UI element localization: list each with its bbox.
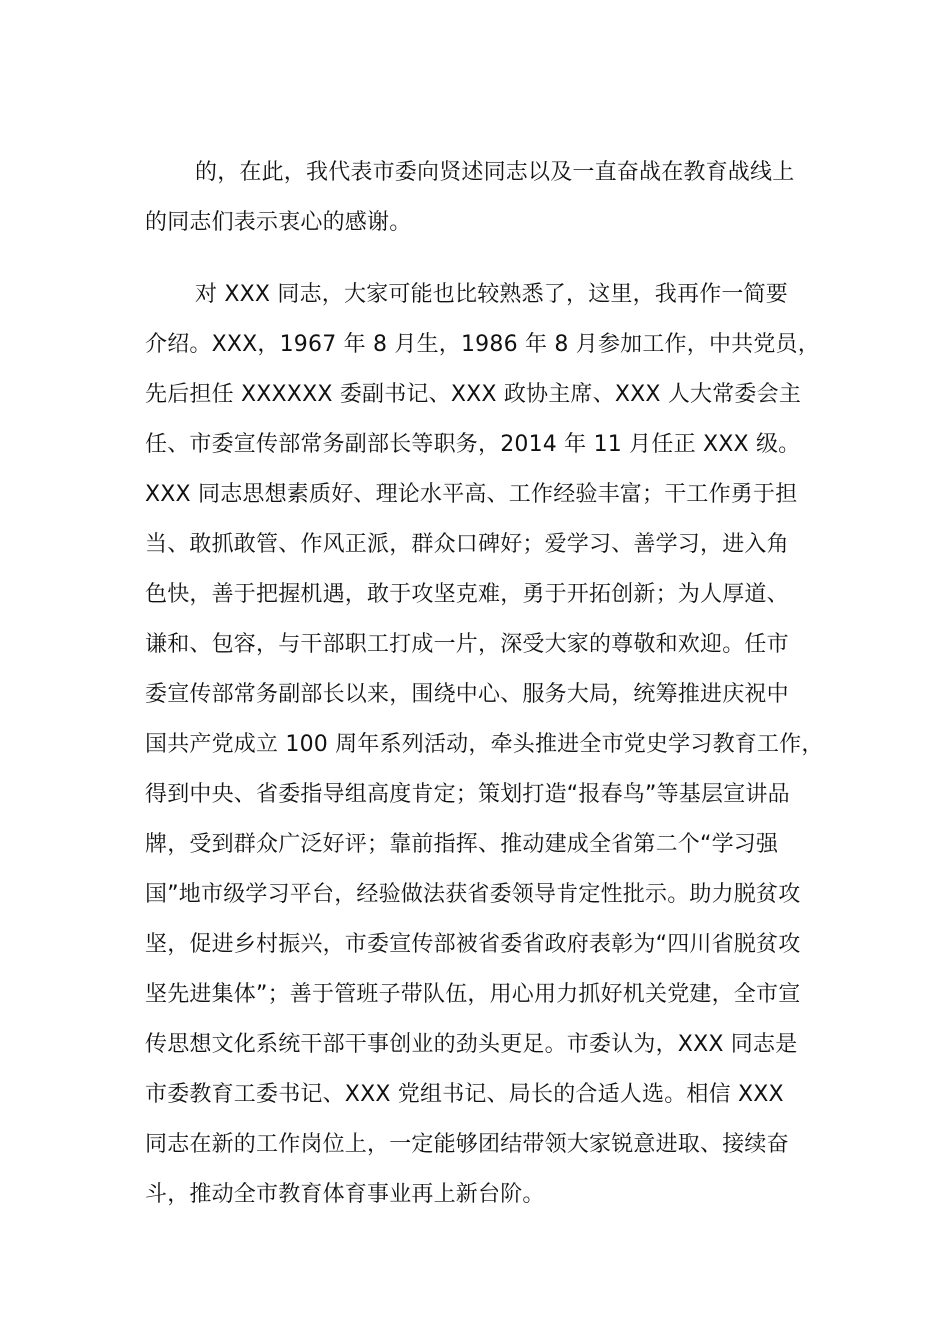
- paragraph-2-line-9: 委宣传部常务副部长以来，围绕中心、服务大局，统筹推进庆祝中: [145, 682, 789, 707]
- paragraph-2-line-17: 市委教育工委书记、XXX 党组书记、局长的合适人选。相信 XXX: [145, 1082, 784, 1107]
- paragraph-2-line-5: XXX 同志思想素质好、理论水平高、工作经验丰富；干工作勇于担: [145, 482, 798, 507]
- paragraph-2-line-3: 先后担任 XXXXXX 委副书记、XXX 政协主席、XXX 人大常委会主: [145, 382, 802, 407]
- paragraph-1-line-2: 的同志们表示衷心的感谢。: [145, 210, 412, 235]
- paragraph-2-line-10: 国共产党成立 100 周年系列活动，牵头推进全市党史学习教育工作，: [145, 732, 824, 757]
- paragraph-2-line-11: 得到中央、省委指导组高度肯定；策划打造“报春鸟”等基层宣讲品: [145, 782, 790, 807]
- paragraph-2-line-4: 任、市委宣传部常务副部长等职务，2014 年 11 月任正 XXX 级。: [145, 432, 801, 457]
- paragraph-2-line-12: 牌，受到群众广泛好评；靠前指挥、推动建成全省第二个“学习强: [145, 832, 779, 857]
- paragraph-2-line-6: 当、敢抓敢管、作风正派，群众口碑好；爱学习、善学习，进入角: [145, 532, 789, 557]
- paragraph-2-line-13: 国”地市级学习平台，经验做法获省委领导肯定性批示。助力脱贫攻: [145, 882, 801, 907]
- paragraph-1-line-1: 的，在此，我代表市委向贤述同志以及一直奋战在教育战线上: [195, 160, 795, 185]
- paragraph-2-line-16: 传思想文化系统干部干事创业的劲头更足。市委认为，XXX 同志是: [145, 1032, 798, 1057]
- paragraph-2-line-14: 坚，促进乡村振兴，市委宣传部被省委省政府表彰为“四川省脱贫攻: [145, 932, 801, 957]
- paragraph-2-line-7: 色快，善于把握机遇，敢于攻坚克难，勇于开拓创新；为人厚道、: [145, 582, 789, 607]
- paragraph-2-line-1: 对 XXX 同志，大家可能也比较熟悉了，这里，我再作一简要: [195, 282, 789, 307]
- paragraph-2-line-2: 介绍。XXX，1967 年 8 月生，1986 年 8 月参加工作，中共党员，: [145, 332, 820, 357]
- paragraph-2-line-8: 谦和、包容，与干部职工打成一片，深受大家的尊敬和欢迎。任市: [145, 632, 789, 657]
- paragraph-2-line-15: 坚先进集体”；善于管班子带队伍，用心用力抓好机关党建，全市宣: [145, 982, 801, 1007]
- paragraph-2-line-19: 斗，推动全市教育体育事业再上新台阶。: [145, 1182, 545, 1207]
- paragraph-2-line-18: 同志在新的工作岗位上，一定能够团结带领大家锐意进取、接续奋: [145, 1132, 789, 1157]
